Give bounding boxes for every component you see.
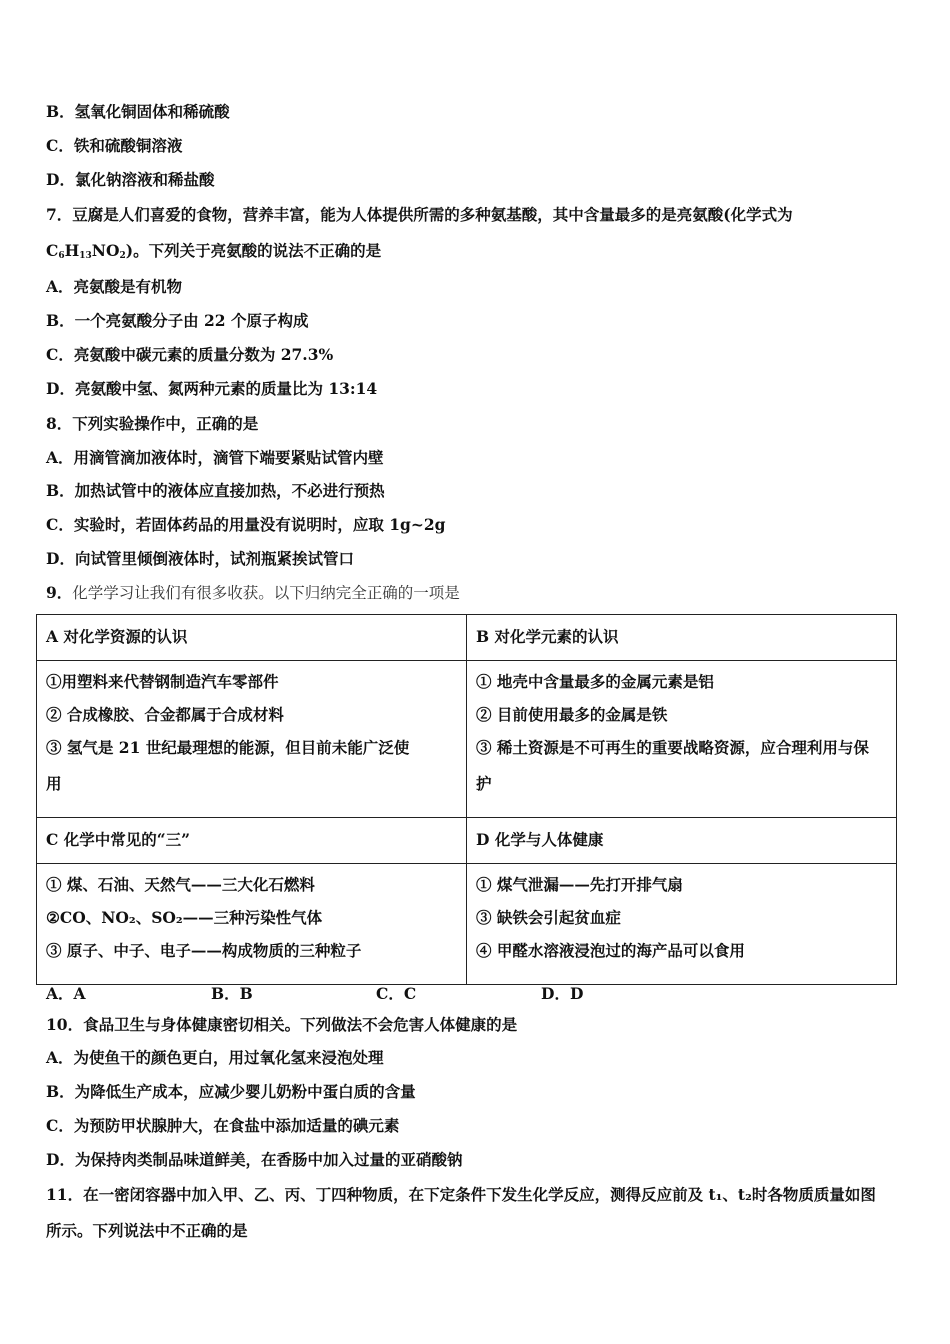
option-c: C．亮氨酸中碳元素的质量分数为 27.3% [46, 345, 334, 364]
cell-a-head: A 对化学资源的认识 [37, 615, 467, 661]
summary-table [36, 614, 897, 985]
cell-line: ③ 稀土资源是不可再生的重要战略资源，应合理利用与保 [476, 738, 869, 757]
cell-c-body [37, 864, 467, 985]
cell-line: 护 [476, 774, 492, 793]
option-d: D．为保持肉类制品味道鲜美，在香肠中加入过量的亚硝酸钠 [46, 1150, 463, 1169]
option-c: C．实验时，若固体药品的用量没有说明时，应取 1g~2g [46, 515, 446, 534]
option-c: C．铁和硫酸铜溶液 [46, 136, 183, 155]
cell-line: ① 煤气泄漏——先打开排气扇 [476, 875, 683, 894]
cell-line: ①用塑料来代替钢制造汽车零部件 [46, 672, 279, 691]
cell-line: ③ 氢气是 21 世纪最理想的能源，但目前未能广泛使 [46, 738, 410, 757]
option-b: B．加热试管中的液体应直接加热，不必进行预热 [46, 481, 385, 500]
option-c: C．为预防甲状腺肿大，在食盐中添加适量的碘元素 [46, 1116, 400, 1135]
option-a: A．用滴管滴加液体时，滴管下端要紧贴试管内壁 [46, 448, 384, 467]
answer-b: B．B [211, 984, 253, 1003]
cell-d-body [467, 864, 897, 985]
cell-a-body [37, 661, 467, 818]
option-d: D．向试管里倾倒液体时，试剂瓶紧挨试管口 [46, 549, 354, 568]
cell-line: ② 合成橡胶、合金都属于合成材料 [46, 705, 284, 724]
question-stem: 8．下列实验操作中，正确的是 [46, 414, 259, 433]
cell-line: ④ 甲醛水溶液浸泡过的海产品可以食用 [476, 941, 745, 960]
question-stem: 9．化学学习让我们有很多收获。以下归纳完全正确的一项是 [46, 583, 460, 602]
question-stem: 7．豆腐是人们喜爱的食物，营养丰富，能为人体提供所需的多种氨基酸，其中含量最多的是亮氨酸(化学式为 [46, 205, 793, 224]
cell-line: ③ 缺铁会引起贫血症 [476, 908, 621, 927]
option-d: D．亮氨酸中氢、氮两种元素的质量比为 13:14 [46, 379, 378, 398]
question-stem: 10．食品卫生与身体健康密切相关。下列做法不会危害人体健康的是 [46, 1015, 518, 1034]
cell-b-head: B 对化学元素的认识 [467, 615, 897, 661]
question-stem: 11．在一密闭容器中加入甲、乙、丙、丁四种物质，在下定条件下发生化学反应，测得反应前及 t₁、t₂时各物质质量如图 [46, 1185, 876, 1204]
option-b: B．为降低生产成本，应减少婴儿奶粉中蛋白质的含量 [46, 1082, 416, 1101]
question-stem-line2: 所示。下列说法中不正确的是 [46, 1221, 248, 1240]
cell-line: ② 目前使用最多的金属是铁 [476, 705, 668, 724]
option-b: B．一个亮氨酸分子由 22 个原子构成 [46, 311, 309, 330]
cell-line: ① 煤、石油、天然气——三大化石燃料 [46, 875, 315, 894]
cell-b-body [467, 661, 897, 818]
cell-c-head: C 化学中常见的“三” [37, 818, 467, 864]
question-stem-line2: $C_6H_{13}NO_2$)。下列关于亮氨酸的说法不正确的是 [46, 241, 382, 261]
cell-line: ③ 原子、中子、电子——构成物质的三种粒子 [46, 941, 362, 960]
option-b: B．氢氧化铜固体和稀硫酸 [46, 102, 230, 121]
cell-line: ②CO、NO₂、SO₂——三种污染性气体 [46, 908, 323, 927]
answer-d: D．D [541, 984, 584, 1003]
option-a: A．亮氨酸是有机物 [46, 277, 183, 296]
cell-line: ① 地壳中含量最多的金属元素是铝 [476, 672, 714, 691]
answer-a: A．A [46, 984, 86, 1003]
cell-d-head: D 化学与人体健康 [467, 818, 897, 864]
cell-line: 用 [46, 774, 62, 793]
option-a: A．为使鱼干的颜色更白，用过氧化氢来浸泡处理 [46, 1048, 384, 1067]
answer-c: C．C [376, 984, 417, 1003]
option-d: D．氯化钠溶液和稀盐酸 [46, 170, 215, 189]
